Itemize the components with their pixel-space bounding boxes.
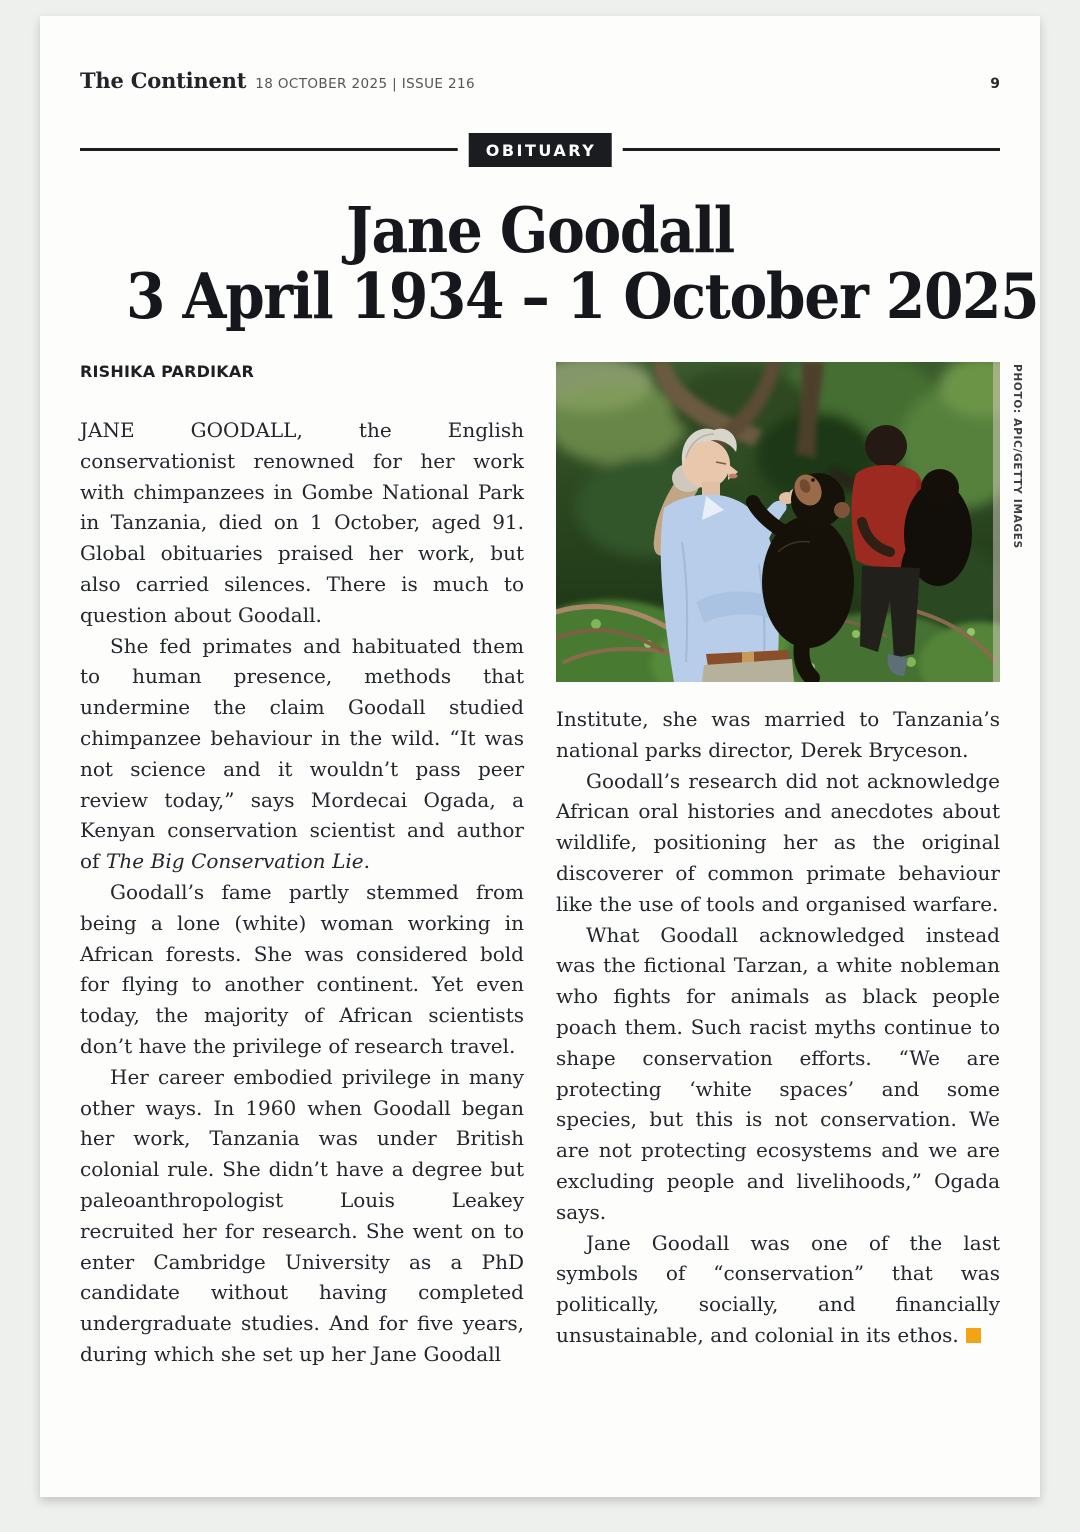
paragraph-text: What Goodall acknowledged instead was the fictional Tarzan, a white nobleman who fights for animals as black people poach them. Such racist myths continue to shape conservation efforts. “We are protecting ‘white spaces’ and some species, but this is not conservation. We are not protecting ecosystems and we are excluding people and livelihoods,” Ogada says. [556, 922, 1000, 1224]
headline-name: Jane Goodall [346, 193, 734, 267]
masthead [80, 68, 1000, 93]
column-left [80, 362, 524, 1370]
article-headline [80, 193, 1039, 333]
article-paragraph [80, 1062, 524, 1370]
page-number: 9 [990, 76, 1000, 92]
right-paragraphs [556, 704, 1000, 1351]
article-paragraph [556, 704, 1000, 766]
publication-title: The Continent [80, 68, 247, 93]
section-badge: OBITUARY [469, 133, 612, 167]
paragraph-text: She fed primates and habituated them to human presence, methods that undermine the claim Goodall studied chimpanzee behaviour in the wild. “It was not science and it wouldn’t pass peer review today,” says Mordecai Ogada, a Kenyan conservation scientist and author of [80, 633, 524, 874]
paragraph-text: Institute, she was married to Tanzania’s national parks director, Derek Bryceson. [556, 707, 1000, 762]
paragraph-text: Her career embodied privilege in many other ways. In 1960 when Goodall began her work, Tanzania was under British colonial rule. She didn’t have a degree but paleoanthropologist Louis Leakey recruited her for research. She went on to enter Cambridge University as a PhD candidate without having completed undergraduate studies. And for five years, during which she set up her Jane Goodall [80, 1064, 524, 1366]
paragraph-text: Goodall’s fame partly stemmed from being a lone (white) woman working in African forests. She was considered bold for flying to another continent. Yet even today, the majority of African scientists don’t have the privilege of research travel. [80, 879, 524, 1058]
paragraph-text: . [363, 849, 370, 874]
left-paragraphs [80, 415, 524, 1370]
article-paragraph [80, 877, 524, 1062]
book-title-italic: The Big Conservation Lie [106, 849, 364, 874]
newspaper-page [40, 16, 1040, 1497]
photo-credit: PHOTO: APIC/GETTY IMAGES [1011, 364, 1023, 549]
headline-dates: 3 April 1934 – 1 October 2025 [126, 259, 1039, 333]
article-paragraph [556, 766, 1000, 920]
article-paragraph [556, 920, 1000, 1228]
section-divider [80, 140, 1000, 160]
jane-goodall-photo-illustration [556, 362, 1000, 682]
article-paragraph [80, 415, 524, 631]
article-paragraph [556, 1228, 1000, 1351]
paragraph-text: Goodall’s research did not acknowledge African oral histories and anecdotes about wildlife, positioning her as the original discoverer of common primate behaviour like the use of tools and organised warfare. [556, 768, 1000, 916]
byline: RISHIKA PARDIKAR [80, 362, 254, 381]
section-badge-wrap [458, 133, 623, 167]
end-of-article-mark [966, 1328, 981, 1343]
article-paragraph [80, 631, 524, 877]
column-right [556, 362, 1023, 1370]
paragraph-text: JANE GOODALL, the English conservationist renowned for her work with chimpanzees in Gombe National Park in Tanzania, died on 1 October, aged 91. Global obituaries praised her work, but also carried silences. There is much to question about Goodall. [80, 418, 524, 627]
paragraph-text: Jane Goodall was one of the last symbols of “conservation” that was politically, socially, and financially unsustainable, and colonial in its ethos. [556, 1230, 1000, 1347]
issue-date: 18 OCTOBER 2025 | ISSUE 216 [255, 76, 475, 92]
article-body [80, 362, 1023, 1370]
article-photo [556, 362, 1023, 682]
